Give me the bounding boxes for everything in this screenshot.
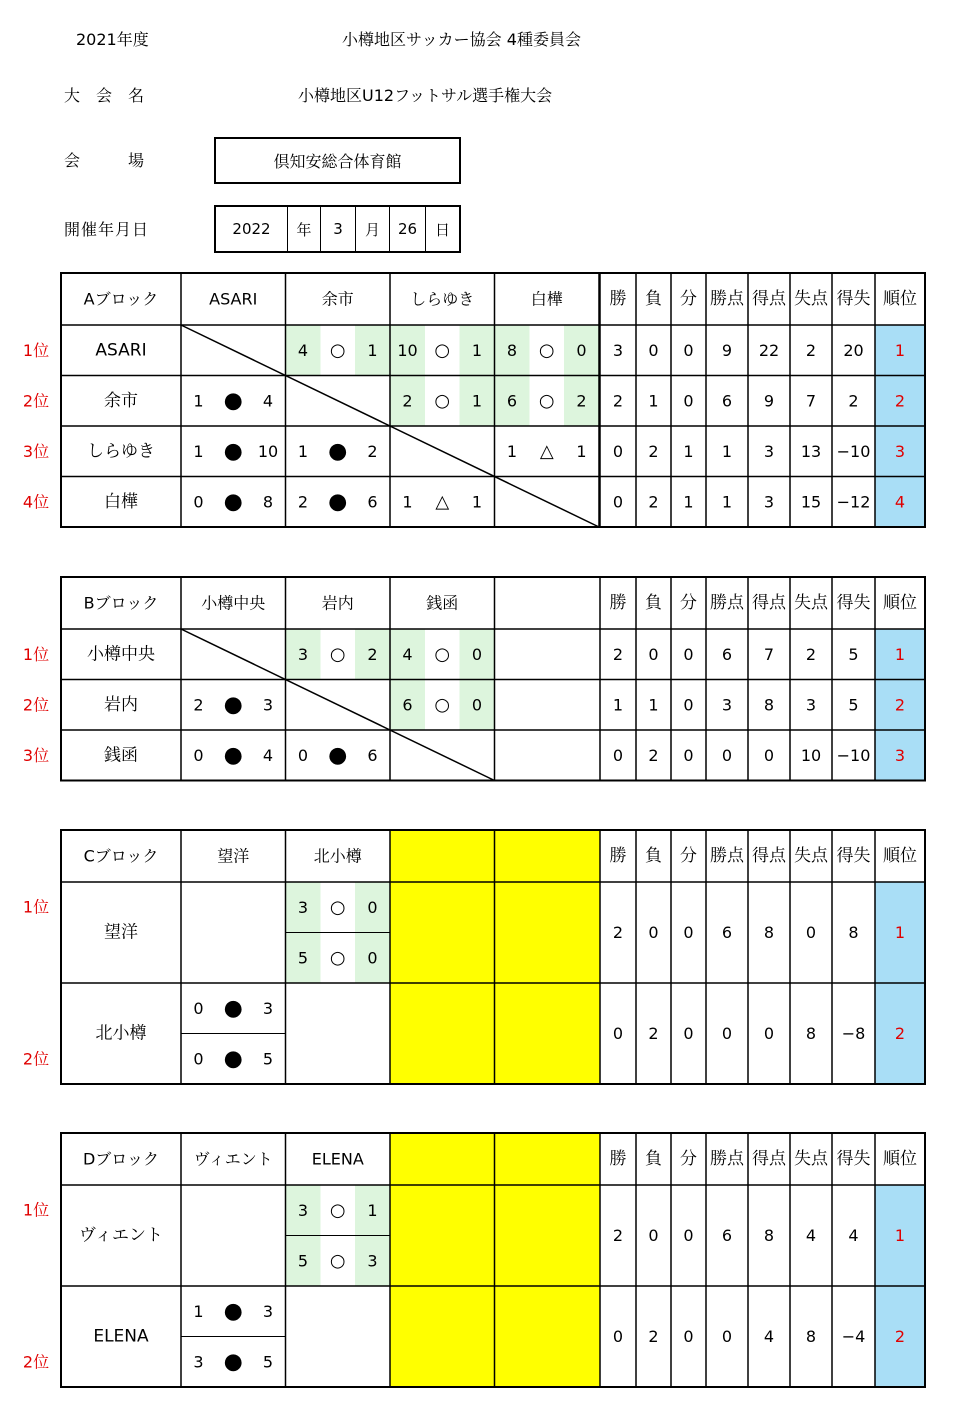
stat-value: 0 xyxy=(683,923,694,942)
stat-header: 失点 xyxy=(794,593,828,613)
stat-header: 失点 xyxy=(794,1149,828,1169)
stat-value: 0 xyxy=(763,745,775,765)
stat-header: 得点 xyxy=(752,1149,786,1169)
block-table xyxy=(23,577,925,781)
result-mark: ● xyxy=(328,489,348,515)
score-against: 3 xyxy=(262,695,274,715)
score-against: 3 xyxy=(367,1251,378,1271)
stat-header: 得点 xyxy=(752,846,786,866)
score-for: 3 xyxy=(297,1200,309,1220)
score-for: 3 xyxy=(297,644,309,664)
score-for: 6 xyxy=(506,391,518,411)
result-mark: ○ xyxy=(329,1199,346,1221)
stat-value: 0 xyxy=(683,644,694,664)
rank-value: 2 xyxy=(894,1327,906,1346)
stat-value: 3 xyxy=(763,441,775,461)
stat-header: 勝 xyxy=(609,846,627,866)
block-title: Dブロック xyxy=(82,1149,160,1169)
stat-header: 負 xyxy=(645,593,662,613)
score-for: 0 xyxy=(193,492,204,512)
stat-header: 得失 xyxy=(836,846,871,866)
stat-value: 4 xyxy=(848,1226,859,1245)
stat-header: 失点 xyxy=(794,846,828,866)
stat-value: −4 xyxy=(841,1327,866,1346)
stat-value: 0 xyxy=(612,745,624,765)
score-for: 1 xyxy=(193,391,204,411)
stat-value: 0 xyxy=(612,492,624,512)
stat-value: 15 xyxy=(800,492,822,512)
rank-value: 1 xyxy=(894,644,906,664)
stat-header: 勝点 xyxy=(710,1149,744,1169)
rank-value: 2 xyxy=(894,391,906,411)
rank-label: 2位 xyxy=(22,391,50,411)
block-table xyxy=(23,830,925,1084)
stat-value: 0 xyxy=(721,1327,733,1346)
stat-value: 3 xyxy=(612,340,624,360)
stat-value: 1 xyxy=(612,695,624,715)
stat-value: 6 xyxy=(721,644,733,664)
result-mark: ○ xyxy=(538,339,555,361)
venue-name: 倶知安総合体育館 xyxy=(273,152,402,171)
score-for: 2 xyxy=(193,695,204,715)
result-mark: ○ xyxy=(329,643,346,665)
stat-value: 0 xyxy=(805,923,817,942)
stat-value: 2 xyxy=(848,391,859,411)
stat-header: 分 xyxy=(680,846,697,866)
stat-value: 5 xyxy=(848,644,859,664)
stat-header: 得失 xyxy=(836,593,871,613)
date-day: 26 xyxy=(390,207,426,251)
stat-value: 9 xyxy=(721,340,733,360)
score-for: 3 xyxy=(193,1352,204,1372)
stat-value: 10 xyxy=(800,745,822,765)
stat-value: −10 xyxy=(836,441,871,461)
result-mark: ○ xyxy=(434,643,451,665)
rank-value: 2 xyxy=(894,1024,906,1043)
rank-value: 3 xyxy=(894,441,906,461)
stat-value: 6 xyxy=(721,1226,733,1245)
result-mark: ○ xyxy=(329,896,346,918)
opponent-header: 望洋 xyxy=(217,846,250,866)
date-year: 2022 xyxy=(216,207,288,251)
score-for: 6 xyxy=(402,695,413,715)
stat-value: 22 xyxy=(758,340,780,360)
score-for: 1 xyxy=(402,492,413,512)
score-against: 0 xyxy=(471,695,483,715)
opponent-header: ヴィエント xyxy=(193,1149,273,1169)
score-for: 0 xyxy=(193,1049,204,1069)
stat-header: 得失 xyxy=(836,1149,871,1169)
score-against: 3 xyxy=(262,998,274,1018)
result-mark: ● xyxy=(223,438,243,464)
result-mark: ○ xyxy=(434,694,451,716)
stat-header: 得点 xyxy=(752,289,786,309)
stat-header: 失点 xyxy=(794,289,828,309)
score-for: 5 xyxy=(297,1251,309,1271)
stat-value: 6 xyxy=(721,923,733,942)
score-against: 0 xyxy=(367,897,378,917)
score-for: 1 xyxy=(297,441,309,461)
stat-value: 8 xyxy=(763,1226,775,1245)
stat-header: 負 xyxy=(645,1149,662,1169)
stat-value: 1 xyxy=(721,441,733,461)
stat-value: 2 xyxy=(648,745,659,765)
date-day-unit: 日 xyxy=(434,220,450,239)
stat-value: 2 xyxy=(612,1226,624,1245)
rank-label: 1位 xyxy=(22,644,50,664)
stat-value: 9 xyxy=(763,391,775,411)
team-name: 小樽中央 xyxy=(87,644,155,665)
season-label: 2021年度 xyxy=(76,30,149,49)
score-against: 1 xyxy=(471,492,483,512)
score-for: 4 xyxy=(297,340,309,360)
score-against: 1 xyxy=(367,1200,378,1220)
score-for: 3 xyxy=(297,897,309,917)
score-for: 0 xyxy=(193,998,204,1018)
rank-label: 1位 xyxy=(22,1200,50,1220)
stat-value: 13 xyxy=(800,441,822,461)
stat-header: 順位 xyxy=(883,289,917,309)
stat-value: 8 xyxy=(805,1327,817,1346)
stat-header: 勝点 xyxy=(710,846,744,866)
team-name: 北小樽 xyxy=(95,1023,147,1044)
score-for: 10 xyxy=(397,340,418,360)
stat-value: 0 xyxy=(721,1024,733,1043)
score-for: 2 xyxy=(402,391,413,411)
stat-value: 0 xyxy=(648,340,659,360)
score-for: 0 xyxy=(297,745,309,765)
stat-value: 0 xyxy=(648,644,659,664)
score-for: 1 xyxy=(193,1301,204,1321)
date-year-unit: 年 xyxy=(288,207,321,251)
score-against: 6 xyxy=(367,745,378,765)
rank-value: 1 xyxy=(894,923,906,942)
stat-value: −8 xyxy=(841,1024,866,1043)
stat-value: 1 xyxy=(648,695,659,715)
score-for: 1 xyxy=(193,441,204,461)
stat-value: 2 xyxy=(805,644,817,664)
stat-value: 6 xyxy=(721,391,733,411)
stat-value: 7 xyxy=(805,391,817,411)
stat-header: 得点 xyxy=(752,593,786,613)
stat-value: 0 xyxy=(648,1226,659,1245)
result-mark: ○ xyxy=(329,947,346,969)
stat-value: 0 xyxy=(612,441,624,461)
score-for: 2 xyxy=(297,492,309,512)
score-against: 0 xyxy=(367,948,378,968)
opponent-header: 余市 xyxy=(321,289,354,309)
date-month: 3 xyxy=(321,207,356,251)
rank-label: 3位 xyxy=(22,441,50,461)
organization-title: 小樽地区サッカー協会 4種委員会 xyxy=(342,30,581,49)
stat-value: 0 xyxy=(683,1226,694,1245)
stat-header: 分 xyxy=(680,593,697,613)
tournament-name: 小樽地区U12フットサル選手権大会 xyxy=(298,86,553,105)
result-mark: ● xyxy=(223,1349,243,1375)
team-name: ELENA xyxy=(93,1326,149,1347)
score-against: 4 xyxy=(262,391,274,411)
result-mark: ○ xyxy=(329,339,346,361)
stat-header: 勝 xyxy=(609,593,627,613)
score-against: 10 xyxy=(257,441,279,461)
score-against: 4 xyxy=(262,745,274,765)
team-name: 白樺 xyxy=(104,491,138,512)
stat-value: 2 xyxy=(612,644,624,664)
stat-value: 0 xyxy=(683,745,694,765)
rank-label: 4位 xyxy=(22,492,50,512)
result-mark: ● xyxy=(223,692,243,718)
result-mark: ○ xyxy=(538,390,555,412)
opponent-header: ELENA xyxy=(311,1149,364,1169)
score-for: 4 xyxy=(402,644,413,664)
stat-header: 順位 xyxy=(883,593,917,613)
score-against: 8 xyxy=(262,492,274,512)
team-name: しらゆき xyxy=(87,441,155,462)
rank-value: 1 xyxy=(894,340,906,360)
stat-value: 1 xyxy=(648,391,659,411)
score-for: 5 xyxy=(297,948,309,968)
rank-value: 1 xyxy=(894,1226,906,1245)
result-mark: ● xyxy=(223,1046,243,1072)
stat-header: 勝 xyxy=(609,289,627,309)
stat-value: 0 xyxy=(612,1327,624,1346)
score-against: 2 xyxy=(367,441,378,461)
stat-value: 0 xyxy=(763,1024,775,1043)
score-for: 8 xyxy=(506,340,518,360)
opponent-header: 岩内 xyxy=(321,593,354,613)
score-against: 0 xyxy=(576,340,587,360)
score-against: 1 xyxy=(471,391,483,411)
rank-label: 1位 xyxy=(22,897,50,917)
team-name: ASARI xyxy=(95,340,147,361)
score-against: 1 xyxy=(367,340,378,360)
score-against: 6 xyxy=(367,492,378,512)
stat-value: 3 xyxy=(721,695,733,715)
stat-value: 4 xyxy=(763,1327,775,1346)
stat-value: 8 xyxy=(763,695,775,715)
stat-header: 勝 xyxy=(609,1149,627,1169)
stat-header: 順位 xyxy=(883,1149,917,1169)
stat-value: 8 xyxy=(805,1024,817,1043)
result-mark: ● xyxy=(223,1298,243,1324)
stat-value: 2 xyxy=(648,492,659,512)
stat-value: 8 xyxy=(763,923,775,942)
date-month-unit: 月 xyxy=(356,207,390,251)
rank-label: 3位 xyxy=(22,745,50,765)
stat-value: 3 xyxy=(805,695,817,715)
team-name: 望洋 xyxy=(104,922,138,943)
team-name: 余市 xyxy=(104,390,138,411)
result-mark: ● xyxy=(223,995,243,1021)
score-against: 1 xyxy=(576,441,587,461)
stat-value: 1 xyxy=(721,492,733,512)
rank-value: 4 xyxy=(894,492,906,512)
score-for: 1 xyxy=(506,441,518,461)
team-name: 岩内 xyxy=(104,694,138,715)
rank-value: 2 xyxy=(894,695,906,715)
rank-label: 2位 xyxy=(22,1049,50,1069)
score-against: 5 xyxy=(262,1352,274,1372)
stat-value: 8 xyxy=(848,923,859,942)
stat-header: 勝点 xyxy=(710,289,744,309)
opponent-header: ASARI xyxy=(209,289,258,309)
result-mark: △ xyxy=(435,491,450,513)
rank-label: 2位 xyxy=(22,1352,50,1372)
stat-value: 0 xyxy=(612,1024,624,1043)
stat-value: 0 xyxy=(683,1024,694,1043)
stat-value: 20 xyxy=(843,340,864,360)
stat-value: 2 xyxy=(612,923,624,942)
stat-value: 0 xyxy=(683,391,694,411)
stat-header: 勝点 xyxy=(710,593,744,613)
stat-value: 2 xyxy=(648,441,659,461)
block-title: Aブロック xyxy=(83,289,159,309)
score-against: 2 xyxy=(576,391,587,411)
block-title: Cブロック xyxy=(83,846,159,866)
stat-header: 負 xyxy=(645,289,662,309)
rank-label: 2位 xyxy=(22,695,50,715)
result-mark: ● xyxy=(328,438,348,464)
opponent-header: しらゆき xyxy=(410,289,475,309)
result-mark: ● xyxy=(223,742,243,768)
rank-value: 3 xyxy=(894,745,906,765)
stat-value: 4 xyxy=(805,1226,817,1245)
stat-value: 0 xyxy=(683,695,694,715)
result-mark: ● xyxy=(328,742,348,768)
stat-value: 0 xyxy=(683,340,694,360)
stat-value: 3 xyxy=(763,492,775,512)
stat-value: 5 xyxy=(848,695,859,715)
result-mark: ○ xyxy=(329,1250,346,1272)
block-title: Bブロック xyxy=(83,593,159,613)
opponent-header: 白樺 xyxy=(530,289,563,309)
stat-header: 得失 xyxy=(836,289,871,309)
stat-header: 負 xyxy=(645,846,662,866)
stat-value: 1 xyxy=(683,492,694,512)
stat-value: 0 xyxy=(648,923,659,942)
stat-value: 2 xyxy=(648,1024,659,1043)
stat-value: 7 xyxy=(763,644,775,664)
date-label: 開催年月日 xyxy=(64,220,150,239)
stat-value: 2 xyxy=(612,391,624,411)
team-name: ヴィエント xyxy=(79,1225,163,1246)
stat-header: 順位 xyxy=(883,846,917,866)
score-against: 1 xyxy=(471,340,483,360)
block-table xyxy=(23,273,925,527)
score-against: 2 xyxy=(367,644,378,664)
stat-value: 1 xyxy=(683,441,694,461)
stat-value: 2 xyxy=(648,1327,659,1346)
team-name: 銭函 xyxy=(104,745,138,766)
opponent-header: 小樽中央 xyxy=(201,593,266,613)
result-mark: ○ xyxy=(434,339,451,361)
score-against: 5 xyxy=(262,1049,274,1069)
block-table xyxy=(23,1133,925,1387)
stat-header: 分 xyxy=(680,289,697,309)
opponent-header: 銭函 xyxy=(426,593,459,613)
result-mark: ● xyxy=(223,489,243,515)
stat-value: −10 xyxy=(836,745,871,765)
opponent-header: 北小樽 xyxy=(313,846,362,866)
score-against: 3 xyxy=(262,1301,274,1321)
result-mark: ○ xyxy=(434,390,451,412)
result-mark: △ xyxy=(539,440,554,462)
stat-value: 0 xyxy=(721,745,733,765)
stat-value: 0 xyxy=(683,1327,694,1346)
rank-label: 1位 xyxy=(22,340,50,360)
result-mark: ● xyxy=(223,388,243,414)
venue-label: 会 場 xyxy=(64,151,145,170)
stat-header: 分 xyxy=(680,1149,697,1169)
score-against: 0 xyxy=(471,644,483,664)
score-for: 0 xyxy=(193,745,204,765)
tournament-label: 大 会 名 xyxy=(64,86,145,105)
stat-value: 2 xyxy=(805,340,817,360)
stat-value: −12 xyxy=(836,492,871,512)
